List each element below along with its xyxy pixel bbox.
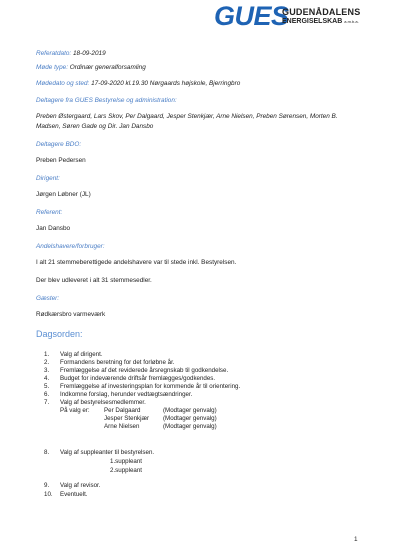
suppleant-1: 1.suppleant	[110, 458, 142, 465]
referat-date-label: Referatdato:	[36, 50, 72, 57]
candidate-status: (Modtager genvalg)	[163, 423, 217, 430]
agenda-item	[44, 391, 192, 399]
referat-date-value: 18-09-2019	[72, 50, 106, 57]
agenda-item-number: 4.	[44, 375, 50, 382]
agenda-item-text: Fremlæggelse af investeringsplan for kommende år til orientering.	[60, 383, 241, 390]
agenda-item-number: 5.	[44, 383, 50, 390]
meeting-place-row	[36, 80, 240, 88]
logo-line2	[282, 17, 359, 26]
suppleant-2: 2.suppleant	[110, 467, 142, 474]
agenda-item-text: Formandens beretning for det forløbne år.	[60, 359, 175, 366]
agenda-item-number: 6.	[44, 391, 50, 398]
candidate-name: Jesper Stenkjær	[104, 415, 150, 422]
andelshavere-label: Andelshavere/forbruger:	[36, 243, 105, 250]
agenda-item	[44, 383, 240, 391]
bdo-participants-value: Preben Pedersen	[36, 157, 86, 164]
agenda-item	[44, 482, 100, 490]
dirigent-label: Dirigent:	[36, 175, 60, 182]
agenda-item-text: Indkomne forslag, herunder vedtægtsændringer.	[60, 391, 193, 398]
logo-suffix: a.m.b.a.	[344, 19, 359, 24]
agenda-item-number: 7.	[44, 399, 50, 406]
referent-label: Referent:	[36, 209, 63, 216]
agenda-item-number: 2.	[44, 359, 50, 366]
candidate-name: Per Dalgaard	[104, 407, 141, 414]
meeting-place-value: 17-09-2020 kl.19.30 Nørgaards højskole, Bjerringbro	[91, 80, 241, 87]
agenda-item-number: 3.	[44, 367, 50, 374]
dirigent-value: Jørgen Løbner (JL)	[36, 191, 91, 198]
andelshavere-line1: I alt 21 stemmeberettigede andelshavere var til stede inkl. Bestyrelsen.	[36, 259, 237, 266]
agenda-heading: Dagsorden:	[36, 329, 83, 339]
meeting-type-value: Ordinær generalforsamling	[69, 64, 146, 71]
candidate-name: Arne Nielsen	[104, 423, 140, 430]
logo-line2-text: ENERGISELSKAB	[282, 18, 343, 25]
candidate-status: (Modtager genvalg)	[163, 415, 217, 422]
agenda-item-number: 10.	[44, 491, 53, 498]
referat-date-row	[36, 50, 106, 58]
meeting-place-label: Mødedato og sted:	[36, 80, 90, 87]
andelshavere-line2: Der blev udleveret i alt 31 stemmesedler.	[36, 277, 152, 284]
logo-brand: GUES	[214, 1, 289, 31]
agenda-item	[44, 359, 175, 367]
agenda-item-text: Valg af revisor.	[60, 482, 101, 489]
gues-participants-line2: Madsen, Søren Gade og Dir. Jan Dansbo	[36, 123, 154, 130]
agenda-item-text: Budget for indeværende driftsår fremlægges/godkendes.	[60, 375, 216, 382]
agenda-item-text: Valg af suppleanter til bestyrelsen.	[60, 449, 155, 456]
meeting-type-label: Møde type:	[36, 64, 68, 71]
agenda-item	[44, 449, 154, 457]
agenda-item	[44, 367, 228, 375]
guests-label: Gæster:	[36, 295, 60, 302]
gues-participants-label: Deltagere fra GUES Bestyrelse og administration:	[36, 97, 177, 104]
agenda-item-number: 9.	[44, 482, 50, 489]
company-logo	[214, 1, 366, 31]
agenda-item-text: Valg af dirigent.	[60, 351, 103, 358]
agenda-item	[44, 375, 215, 383]
agenda-item-number: 1.	[44, 351, 50, 358]
agenda-item-text: Valg af bestyrelsesmedlemmer.	[60, 399, 146, 406]
bdo-participants-label: Deltagere BDO:	[36, 141, 82, 148]
logo-line1: GUDENÅDALENS	[282, 7, 361, 17]
agenda-item-number: 8.	[44, 449, 50, 456]
guests-value: Rødkærsbro varmeværk	[36, 311, 106, 318]
gues-participants-line1: Preben Østergaard, Lars Skov, Per Dalgaard, Jesper Stenkjær, Arne Nielsen, Preben Sørensen, Morten B.	[36, 113, 338, 120]
agenda-item	[44, 491, 88, 499]
agenda-item	[44, 351, 103, 359]
meeting-type-row	[36, 64, 146, 72]
on-election-label: På valg er:	[60, 407, 90, 414]
referent-value: Jan Dansbo	[36, 225, 71, 232]
candidate-status: (Modtager genvalg)	[163, 407, 217, 414]
agenda-item-text: Eventuelt.	[60, 491, 88, 498]
agenda-item	[44, 399, 146, 407]
agenda-item-text: Fremlæggelse af det reviderede årsregnskab til godkendelse.	[60, 367, 229, 374]
page-number: 1	[354, 536, 358, 543]
